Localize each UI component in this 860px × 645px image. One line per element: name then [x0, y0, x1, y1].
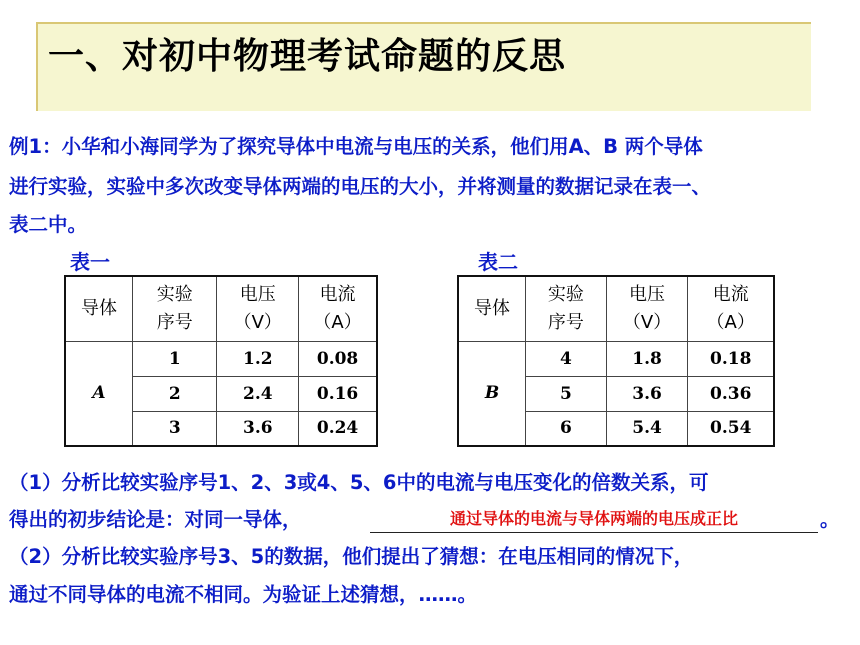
table-two: [457, 275, 775, 447]
table-one-caption: 表一: [70, 250, 110, 274]
example-line-3: 表二中。: [9, 213, 88, 236]
question-1-prefix: 得出的初步结论是：对同一导体，: [9, 508, 302, 531]
conductor-label: A: [65, 341, 133, 446]
table-cell: 0.24: [299, 411, 377, 446]
table-cell: 0.08: [299, 341, 377, 376]
table-cell: 6: [526, 411, 607, 446]
table-cell: 0.16: [299, 376, 377, 411]
table-two-caption: 表二: [478, 250, 518, 274]
table-cell: 5.4: [606, 411, 688, 446]
title-top-rule: [36, 22, 811, 24]
table-cell: 4: [526, 341, 607, 376]
page-title: 一、对初中物理考试命题的反思: [48, 36, 567, 77]
table-cell: 1.8: [606, 341, 688, 376]
table-cell: 0.36: [688, 376, 774, 411]
question-1-suffix: 。: [820, 508, 840, 531]
title-left-rule: [36, 22, 38, 111]
table-cell: 5: [526, 376, 607, 411]
table-cell: 1.2: [217, 341, 299, 376]
table-cell: 1: [133, 341, 217, 376]
table-cell: 0.18: [688, 341, 774, 376]
table-cell: 2.4: [217, 376, 299, 411]
question-2-line-2: 通过不同导体的电流不相同。为验证上述猜想，……。: [9, 583, 478, 606]
header-voltage: 电压 （V）: [217, 276, 299, 341]
table-cell: 3.6: [606, 376, 688, 411]
question-2-line-1: （2）分析比较实验序号3、5的数据，他们提出了猜想：在电压相同的情况下，: [9, 545, 694, 568]
table-one: [64, 275, 378, 447]
conductor-label: B: [458, 341, 526, 446]
header-conductor: 导体: [65, 276, 133, 341]
header-trial: 实验 序号: [526, 276, 607, 341]
table-cell: 3: [133, 411, 217, 446]
example-line-2: 进行实验，实验中多次改变导体两端的电压的大小，并将测量的数据记录在表一、: [9, 175, 712, 198]
example-line-1: 例1：小华和小海同学为了探究导体中电流与电压的关系，他们用A、B 两个导体: [9, 135, 703, 158]
table-cell: 0.54: [688, 411, 774, 446]
table-cell: 2: [133, 376, 217, 411]
question-1-line-1: （1）分析比较实验序号1、2、3或4、5、6中的电流与电压变化的倍数关系，可: [9, 471, 709, 494]
answer-blank: 通过导体的电流与导体两端的电压成正比: [370, 507, 818, 533]
header-current: 电流 （A）: [688, 276, 774, 341]
header-conductor: 导体: [458, 276, 526, 341]
header-voltage: 电压 （V）: [606, 276, 688, 341]
header-trial: 实验 序号: [133, 276, 217, 341]
header-current: 电流 （A）: [299, 276, 377, 341]
table-cell: 3.6: [217, 411, 299, 446]
